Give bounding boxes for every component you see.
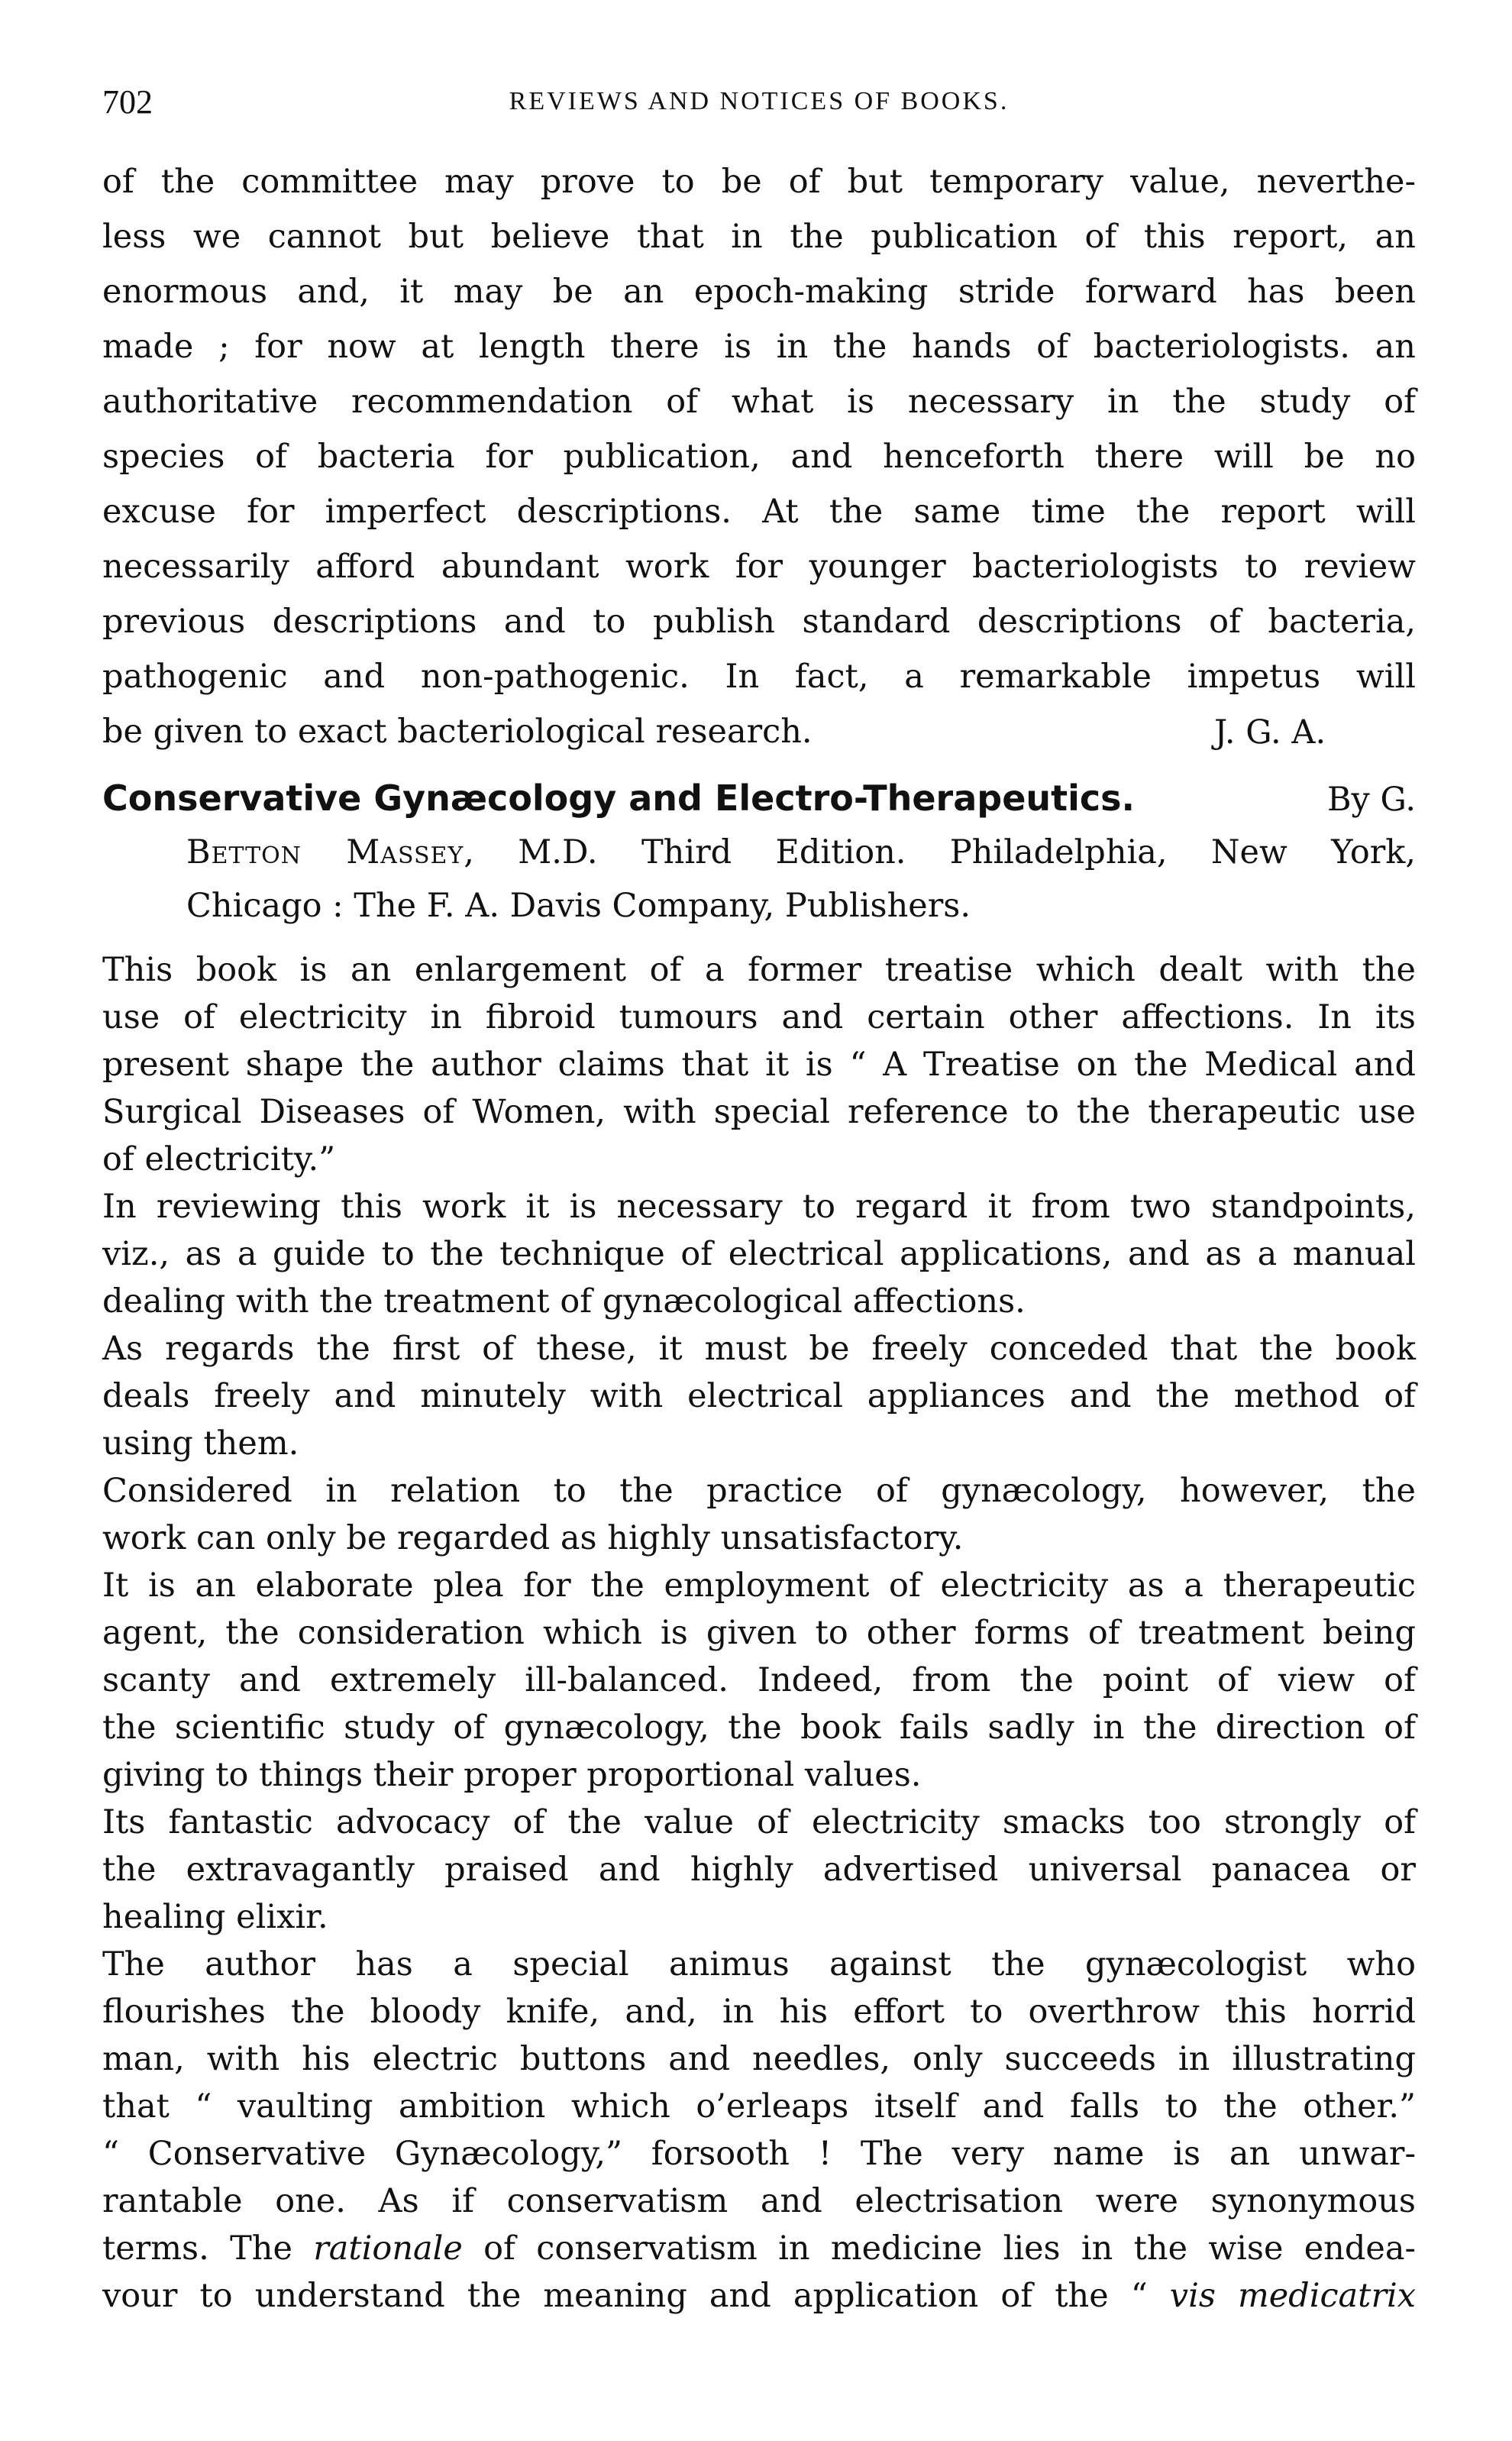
review-line: As regards the first of these, it must be freely conceded that the book [102, 1330, 1416, 1368]
review-line: giving to things their proper proportional values. [102, 1756, 922, 1794]
review-line: Its fantastic advocacy of the value of electricity smacks too strongly of [102, 1803, 1416, 1841]
review-text: vour to understand the meaning and application of the “ [102, 2277, 1170, 2315]
book-author-line [186, 833, 1416, 872]
review-line: Surgical Diseases of Women, with special reference to the therapeutic use [102, 1093, 1416, 1131]
review-line: agent, the consideration which is given to other forms of treatment being [102, 1614, 1416, 1652]
review-line: the scientific study of gynæcology, the book fails sadly in the direction of [102, 1709, 1416, 1747]
book-author: Betton Massey [186, 833, 464, 871]
prev-review-line: made ; for now at length there is in the hands of bacteriologists. an [102, 328, 1416, 366]
book-by: By G. [1326, 781, 1416, 819]
italic-term: vis medicatrix [1169, 2277, 1417, 2315]
reviewer-signature: J. G. A. [1214, 713, 1326, 752]
review-line: viz., as a guide to the technique of electrical applications, and as a manual [102, 1235, 1416, 1273]
prev-review-line: authoritative recommendation of what is necessary in the study of [102, 383, 1416, 421]
review-line: work can only be regarded as highly unsatisfactory. [102, 1519, 964, 1557]
prev-review-line: enormous and, it may be an epoch-making stride forward has been [102, 273, 1416, 311]
review-line: use of electricity in fibroid tumours and certain other affections. In its [102, 998, 1416, 1036]
prev-review-line: previous descriptions and to publish standard descriptions of bacteria, [102, 603, 1416, 641]
review-line: of electricity.” [102, 1140, 336, 1178]
review-line [102, 2229, 1416, 2268]
review-line: man, with his electric buttons and needles, only succeeds in illustrating [102, 2040, 1416, 2078]
running-title: REVIEWS AND NOTICES OF BOOKS. [509, 87, 1010, 115]
italic-term: rationale [313, 2229, 463, 2268]
review-line: flourishes the bloody knife, and, in his effort to overthrow this horrid [102, 1993, 1416, 2031]
review-line: the extravagantly praised and highly advertised universal panacea or [102, 1851, 1416, 1889]
review-line: scanty and extremely ill-balanced. Indeed, from the point of view of [102, 1661, 1416, 1699]
review-line: “ Conservative Gynæcology,” forsooth ! The very name is an unwar- [102, 2135, 1416, 2173]
book-heading [102, 778, 1416, 831]
prev-review-line: be given to exact bacteriological research. [102, 713, 813, 751]
review-line: using them. [102, 1424, 299, 1463]
prev-review-line: species of bacteria for publication, and henceforth there will be no [102, 438, 1416, 476]
review-line: This book is an enlargement of a former treatise which dealt with the [102, 951, 1416, 989]
prev-review-line: pathogenic and non-pathogenic. In fact, a remarkable impetus will [102, 658, 1416, 696]
review-line: It is an elaborate plea for the employment of electricity as a therapeutic [102, 1566, 1416, 1605]
prev-review-line: necessarily afford abundant work for younger bacteriologists to review [102, 548, 1416, 586]
book-edition-place: , M.D. Third Edition. Philadelphia, New York, [464, 833, 1416, 871]
review-line: rantable one. As if conservatism and electrisation were synonymous [102, 2182, 1416, 2220]
prev-review-line: less we cannot but believe that in the publication of this report, an [102, 218, 1416, 256]
review-text: terms. The [102, 2229, 314, 2268]
review-line: deals freely and minutely with electrical appliances and the method of [102, 1377, 1416, 1415]
review-line: The author has a special animus against the gynæcologist who [102, 1945, 1416, 1984]
review-line: healing elixir. [102, 1898, 328, 1936]
page-number: 702 [102, 83, 153, 121]
prev-review-line: of the committee may prove to be of but temporary value, neverthe- [102, 163, 1416, 201]
prev-review-line: excuse for imperfect descriptions. At the same time the report will [102, 493, 1416, 531]
review-line: In reviewing this work it is necessary to regard it from two standpoints, [102, 1188, 1416, 1226]
review-line: that “ vaulting ambition which o’erleaps itself and falls to the other.” [102, 2087, 1416, 2126]
review-line: Considered in relation to the practice of gynæcology, however, the [102, 1472, 1416, 1510]
review-line [102, 2276, 1416, 2316]
page-header [102, 82, 1416, 128]
review-line: present shape the author claims that it is “ A Treatise on the Medical and [102, 1046, 1416, 1084]
book-title: Conservative Gynæcology and Electro-Therapeutics. [102, 778, 1136, 819]
book-publisher: Chicago : The F. A. Davis Company, Publishers. [186, 887, 971, 925]
review-line: dealing with the treatment of gynæcological affections. [102, 1282, 1026, 1321]
review-text: of conservatism in medicine lies in the wise endea- [462, 2229, 1416, 2268]
